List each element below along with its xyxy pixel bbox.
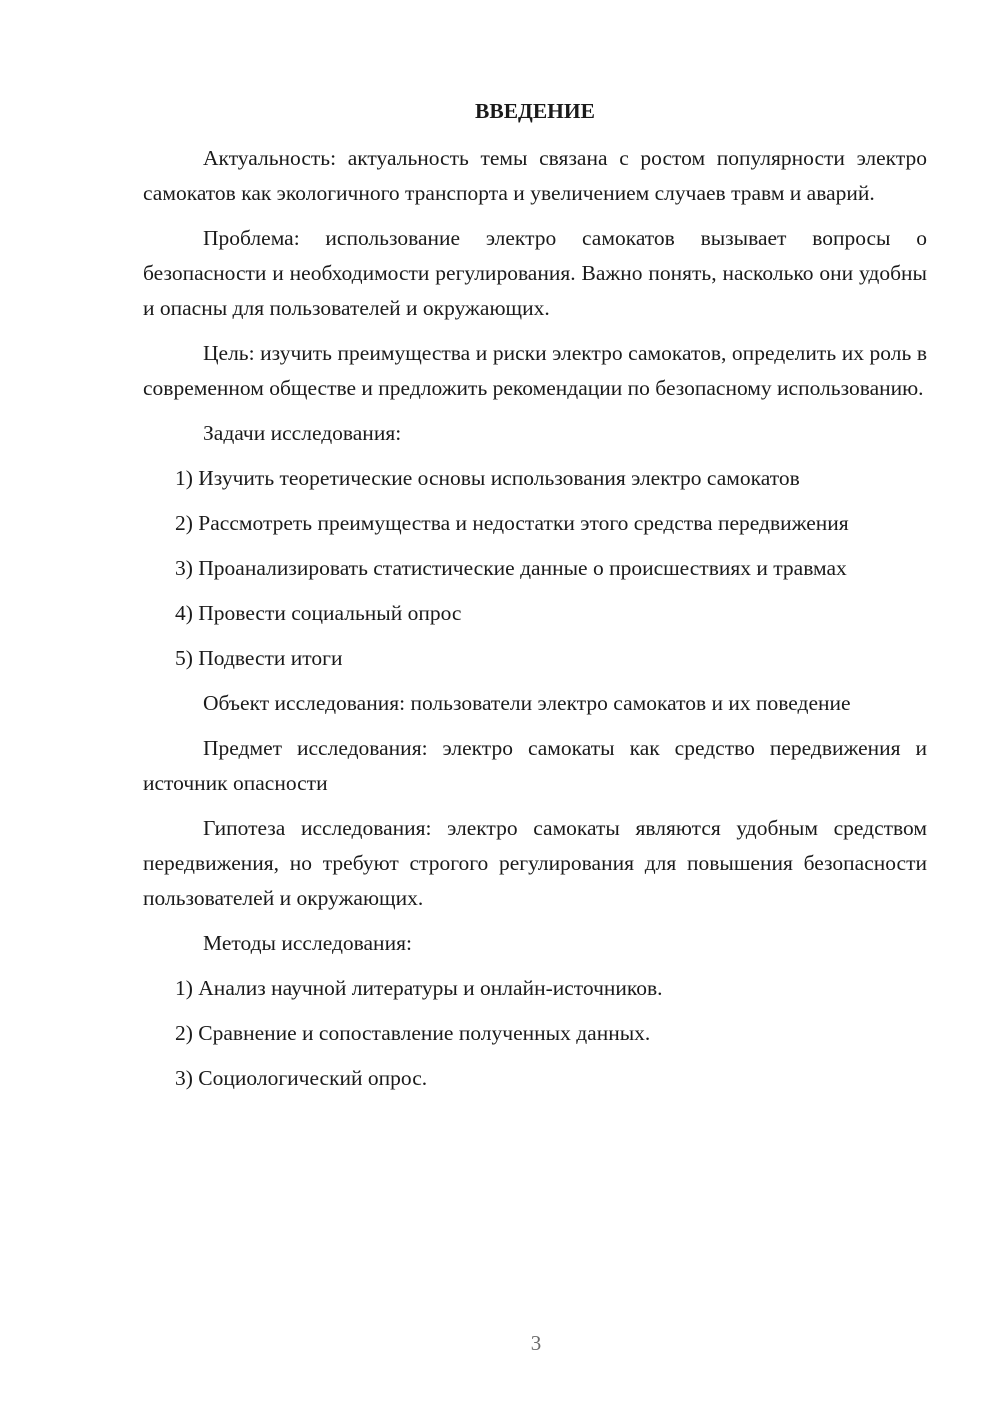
page-title: ВВЕДЕНИЕ bbox=[475, 99, 595, 123]
tasks-heading: Задачи исследования: bbox=[203, 421, 402, 445]
methods-heading: Методы исследования: bbox=[203, 931, 412, 955]
task-item: 3) Проанализировать статистические данные о происшествиях и травмах bbox=[175, 556, 847, 580]
task-item: 1) Изучить теоретические основы использования электро самокатов bbox=[175, 466, 800, 490]
page-number: 3 bbox=[530, 1331, 542, 1355]
page-content bbox=[143, 94, 927, 1106]
object-paragraph: Объект исследования: пользователи электро самокатов и их поведение bbox=[203, 691, 851, 715]
actuality-paragraph: Актуальность: актуальность темы связана с ростом популярности электро самокатов как экологичного транспорта и увеличением случаев травм и аварий. bbox=[143, 146, 927, 205]
goal-paragraph: Цель: изучить преимущества и риски электро самокатов, определить их роль в современном обществе и предложить рекомендации по безопасному использованию. bbox=[143, 341, 927, 400]
hypothesis-paragraph: Гипотеза исследования: электро самокаты являются удобным средством передвижения, но требуют строгого регулирования для повышения безопасности пользователей и окружающих. bbox=[143, 816, 927, 910]
problem-paragraph: Проблема: использование электро самокатов вызывает вопросы о безопасности и необходимости регулирования. Важно понять, насколько они удобны и опасны для пользователей и окружающих. bbox=[143, 226, 927, 320]
method-item: 1) Анализ научной литературы и онлайн-источников. bbox=[175, 976, 663, 1000]
task-item: 4) Провести социальный опрос bbox=[175, 601, 462, 625]
task-item: 2) Рассмотреть преимущества и недостатки этого средства передвижения bbox=[175, 511, 849, 535]
method-item: 3) Социологический опрос. bbox=[175, 1066, 428, 1090]
subject-paragraph: Предмет исследования: электро самокаты как средство передвижения и источник опасности bbox=[143, 736, 927, 795]
task-item: 5) Подвести итоги bbox=[175, 646, 343, 670]
method-item: 2) Сравнение и сопоставление полученных данных. bbox=[175, 1021, 651, 1045]
